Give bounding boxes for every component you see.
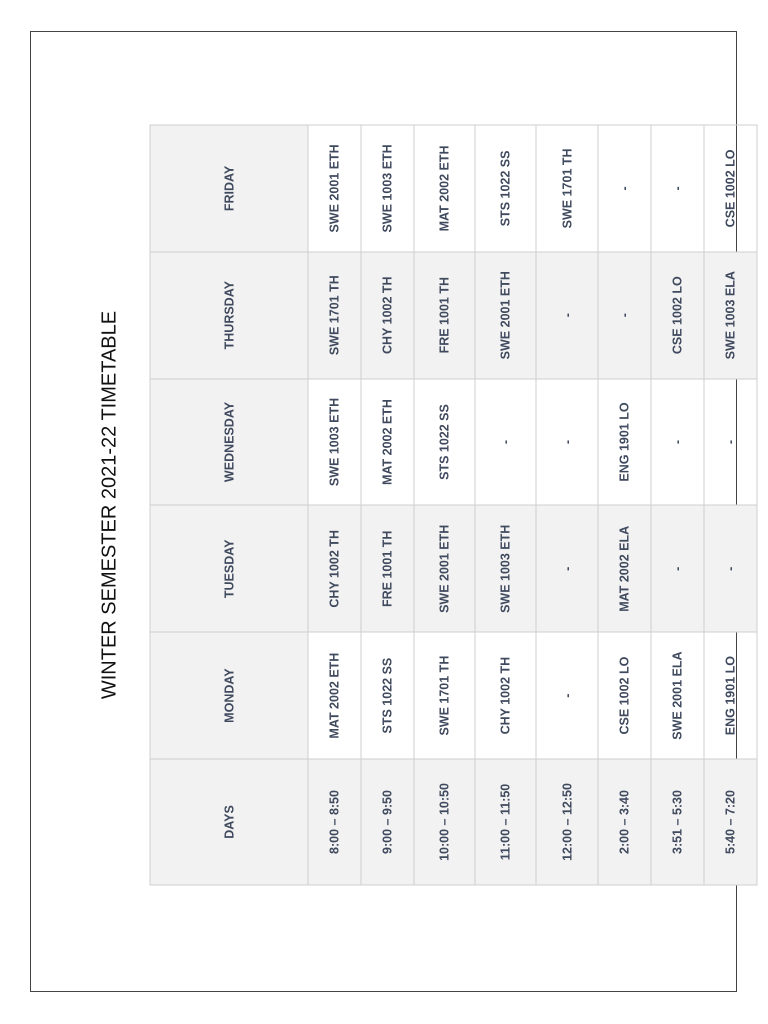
header-row: [150, 125, 308, 885]
table-row: [414, 125, 475, 885]
class-cell: -: [598, 125, 651, 252]
header-days: DAYS: [150, 759, 308, 885]
time-slot: 2:00 – 3:40: [598, 759, 651, 885]
class-cell: SWE 2001 ELA: [651, 632, 704, 759]
class-cell: CSE 1002 LO: [598, 632, 651, 759]
page-title: WINTER SEMESTER 2021-22 TIMETABLE: [98, 310, 121, 700]
time-slot: 10:00 – 10:50: [414, 759, 475, 885]
table-row: [704, 125, 757, 885]
class-cell: SWE 2001 ETH: [308, 125, 361, 252]
header-tuesday: TUESDAY: [150, 505, 308, 632]
time-slot: 5:40 – 7:20: [704, 759, 757, 885]
timetable: [150, 125, 758, 886]
class-cell: MAT 2002 ETH: [308, 632, 361, 759]
class-cell: -: [598, 252, 651, 379]
time-slot: 12:00 – 12:50: [536, 759, 598, 885]
table-row: [598, 125, 651, 885]
table-row: [536, 125, 598, 885]
time-slot: 9:00 – 9:50: [361, 759, 414, 885]
class-cell: CHY 1002 TH: [475, 632, 536, 759]
class-cell: -: [704, 379, 757, 506]
table-row: [651, 125, 704, 885]
table-row: [308, 125, 361, 885]
class-cell: -: [536, 632, 598, 759]
class-cell: CHY 1002 TH: [361, 252, 414, 379]
class-cell: STS 1022 SS: [361, 632, 414, 759]
class-cell: MAT 2002 ETH: [414, 125, 475, 252]
class-cell: -: [536, 505, 598, 632]
class-cell: MAT 2002 ELA: [598, 505, 651, 632]
class-cell: -: [651, 125, 704, 252]
class-cell: CSE 1002 LO: [651, 252, 704, 379]
table-row: [361, 125, 414, 885]
class-cell: FRE 1001 TH: [361, 505, 414, 632]
class-cell: -: [536, 252, 598, 379]
class-cell: SWE 1701 TH: [536, 125, 598, 252]
class-cell: SWE 2001 ETH: [414, 505, 475, 632]
class-cell: -: [651, 379, 704, 506]
class-cell: SWE 1003 ETH: [361, 125, 414, 252]
class-cell: SWE 2001 ETH: [475, 252, 536, 379]
header-friday: FRIDAY: [150, 125, 308, 252]
class-cell: FRE 1001 TH: [414, 252, 475, 379]
class-cell: MAT 2002 ETH: [361, 379, 414, 506]
class-cell: SWE 1701 TH: [308, 252, 361, 379]
class-cell: -: [475, 379, 536, 506]
class-cell: SWE 1003 ELA: [704, 252, 757, 379]
class-cell: -: [536, 379, 598, 506]
class-cell: STS 1022 SS: [414, 379, 475, 506]
time-slot: 11:00 – 11:50: [475, 759, 536, 885]
class-cell: CSE 1002 LO: [704, 125, 757, 252]
class-cell: STS 1022 SS: [475, 125, 536, 252]
class-cell: ENG 1901 LO: [704, 632, 757, 759]
time-slot: 8:00 – 8:50: [308, 759, 361, 885]
class-cell: SWE 1003 ETH: [308, 379, 361, 506]
header-wednesday: WEDNESDAY: [150, 379, 308, 506]
time-slot: 3:51 – 5:30: [651, 759, 704, 885]
class-cell: -: [704, 505, 757, 632]
header-monday: MONDAY: [150, 632, 308, 759]
class-cell: SWE 1701 TH: [414, 632, 475, 759]
rotated-page-content: [90, 125, 738, 886]
class-cell: ENG 1901 LO: [598, 379, 651, 506]
class-cell: SWE 1003 ETH: [475, 505, 536, 632]
class-cell: -: [651, 505, 704, 632]
class-cell: CHY 1002 TH: [308, 505, 361, 632]
table-row: [475, 125, 536, 885]
header-thursday: THURSDAY: [150, 252, 308, 379]
